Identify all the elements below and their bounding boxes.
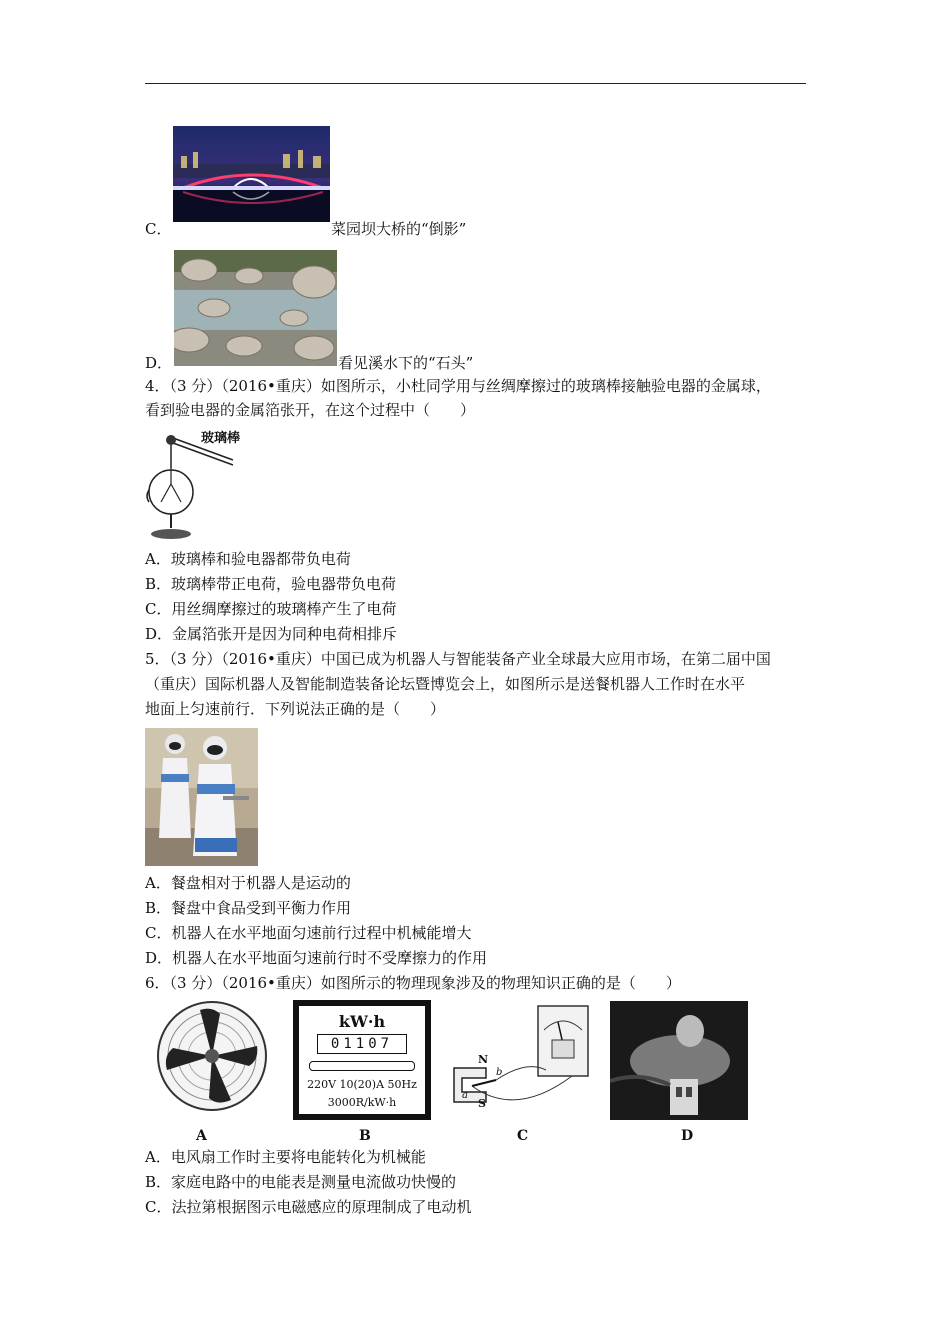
q6-option-c: C．法拉第根据图示电磁感应的原理制成了电动机 [145,1198,472,1216]
q4-stem-line2: 看到验电器的金属箔张开，在这个过程中（ ） [145,401,476,419]
q3-option-d-text: 看见溪水下的“石头” [338,354,474,372]
energy-meter-figure [293,1000,431,1120]
fig-label-a: A [196,1128,207,1144]
meter-dial-bar [309,1061,415,1071]
q4-option-a: A．玻璃棒和验电器都带负电荷 [145,550,351,568]
q5-stem-line3: 地面上匀速前行．下列说法正确的是（ ） [145,700,446,718]
q5-option-c: C．机器人在水平地面匀速前行过程中机械能增大 [145,924,472,942]
q6-option-b: B．家庭电路中的电能表是测量电流做功快慢的 [145,1173,457,1191]
q5-stem-line2: （重庆）国际机器人及智能制造装备论坛暨博览会上，如图所示是送餐机器人工作时在水平 [145,675,746,693]
fig-label-d: D [681,1128,694,1144]
meter-rev: 3000R/kW·h [327,1096,397,1109]
robot-waiter-photo [145,728,258,866]
magnet-n-label: N [478,1053,489,1066]
fig-label-b: B [359,1128,371,1144]
meter-unit: kW·h [338,1012,386,1031]
glass-rod-label: 玻璃棒 [201,431,241,446]
wire-a-label: a [462,1090,468,1101]
q5-option-a: A．餐盘相对于机器人是运动的 [145,874,351,892]
q6-stem: 6．（3 分）（2016•重庆）如图所示的物理现象涉及的物理知识正确的是（ ） [145,974,681,992]
q5-stem-line1: 5．（3 分）（2016•重庆）中国已成为机器人与智能装备产业全球最大应用市场，在第二届中国 [145,650,771,668]
q6-option-a: A．电风扇工作时主要将电能转化为机械能 [145,1148,426,1166]
q4-stem-line1: 4．（3 分）（2016•重庆）如图所示，小杜同学用与丝绸摩擦过的玻璃棒接触验电器的金属球， [145,377,771,395]
q3-option-c-text: 菜园坝大桥的“倒影” [331,220,467,238]
stream-rocks-photo [174,250,337,366]
q3-option-c-label: C． [145,220,172,238]
fig-label-c: C [517,1128,529,1144]
q4-option-d: D．金属箔张开是因为同种电荷相排斥 [145,625,398,643]
q4-option-b: B．玻璃棒带正电荷，验电器带负电荷 [145,575,397,593]
q3-option-d-label: D． [145,354,173,372]
q5-option-b: B．餐盘中食品受到平衡力作用 [145,899,352,917]
meter-digits: 01107 [317,1034,407,1054]
header-rule [145,83,806,84]
q4-option-c: C．用丝绸摩擦过的玻璃棒产生了电荷 [145,600,397,618]
hand-plug-photo [610,1001,748,1120]
q5-option-d: D．机器人在水平地面匀速前行时不受摩擦力的作用 [145,949,488,967]
bridge-night-photo [173,126,330,222]
electric-fan-figure [145,1000,280,1120]
magnet-s-label: S [478,1097,486,1110]
electromagnetic-induction-figure [446,1000,596,1120]
wire-b-label: b [496,1067,503,1078]
meter-spec: 220V 10(20)A 50Hz [307,1078,417,1091]
